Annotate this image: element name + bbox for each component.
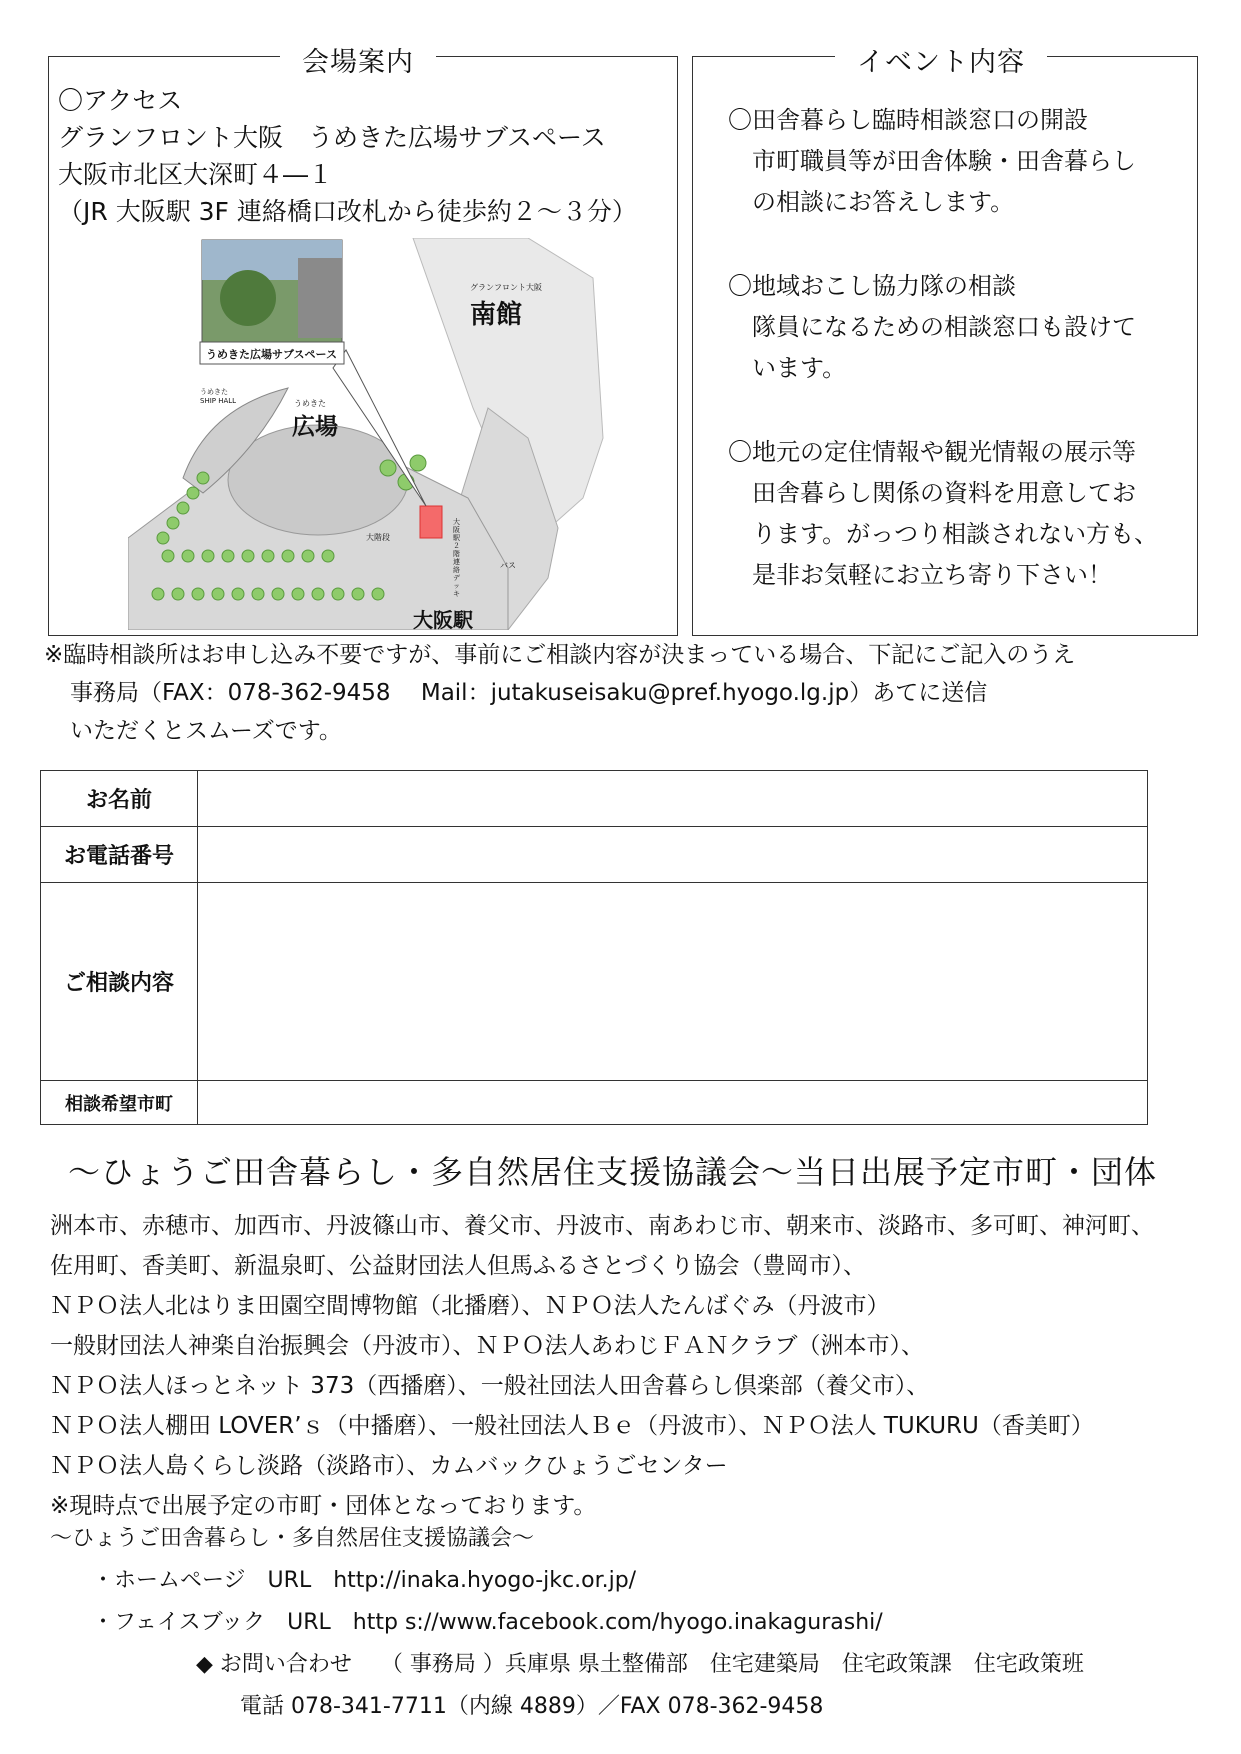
event-item-2-line: 隊員になるための相談窓口も設けて [752,313,1136,341]
exhibitors-line: 一般財団法人神楽自治振興会（丹波市）、ＮＰＯ法人あわじＦＡＮクラブ（洲本市）、 [50,1333,924,1359]
exhibitors-line: ※現時点で出展予定の市町・団体となっております。 [50,1493,597,1519]
event-item-3-line: ります。がっつり相談されない方も、 [752,520,1159,548]
exhibitors-line: ＮＰＯ法人島くらし淡路（淡路市）、カムバックひょうごセンター [50,1453,728,1479]
exhibitors-line: 佐用町、香美町、新温泉町、公益財団法人但馬ふるさとづくり協会（豊岡市）、 [50,1253,867,1279]
form-row-phone [41,827,1148,883]
event-list [728,100,1158,596]
event-item-2-heading: 〇地域おこし協力隊の相談 [728,272,1016,300]
exhibitors-line: ＮＰＯ法人北はりま田園空間博物館（北播磨）、ＮＰＯ法人たんばぐみ（丹波市） [50,1293,890,1319]
event-item-3-line: 是非お気軽にお立ち寄り下さい！ [752,561,1112,589]
deck-label: 大阪駅２階連絡デッキ [453,518,460,598]
contact-phone: 電話 078-341-7711（内線 4889）／FAX 078-362-9458 [240,1694,824,1719]
council-name: ～ひょうご田舎暮らし・多自然居住支援協議会～ [50,1526,535,1551]
city-field[interactable] [198,1081,1148,1125]
exhibitors-list [50,1206,1154,1526]
venue-title: 会場案内 [280,40,436,79]
plaza-small-label: うめきた [294,399,326,408]
ship-hall-label: うめきた SHIP HALL [200,388,237,405]
note-line-3: いただくとスムーズです。 [70,718,342,744]
venue-directions: （JR 大阪駅 3F 連絡橋口改札から徒歩約２～３分） [58,197,637,226]
exhibitors-title: ～ひょうご田舎暮らし・多自然居住支援協議会～当日出展予定市町・団体 [68,1153,1158,1191]
form-row-consult [41,883,1148,1081]
plaza-label: 広場 [292,414,338,440]
exhibitors-line: 洲本市、赤穂市、加西市、丹波篠山市、養父市、丹波市、南あわじ市、朝来市、淡路市、多可町、神河町、 [50,1213,1154,1239]
event-item-1-line: 市町職員等が田舎体験・田舎暮らし [752,147,1136,175]
access-heading: 〇アクセス [58,86,183,115]
homepage-link[interactable]: ・ホームページ URL http://inaka.hyogo-jkc.or.jp/ [92,1568,637,1593]
note-line-1: ※臨時相談所はお申し込み不要ですが、事前にご相談内容が決まっている場合、下記にご記入のうえ [44,642,1076,668]
form-row-city [41,1081,1148,1125]
south-building-label: 南館 [470,300,523,330]
map-illustration [128,238,678,630]
note-line-2: 事務局（FAX：078-362-9458 Mail：jutakuseisaku@pref.hyogo.lg.jp）あてに送信 [70,680,988,706]
south-building-small-label: グランフロント大阪 [470,283,542,292]
consult-label: ご相談内容 [41,883,198,1081]
event-title: イベント内容 [835,40,1047,79]
event-item-1-line: の相談にお答えします。 [752,188,1015,216]
city-label: 相談希望市町 [41,1081,198,1125]
station-label: 大阪駅 [413,608,473,632]
footer [50,1518,1084,1728]
consultation-form [40,770,1148,1125]
sub-space-marker [420,506,442,538]
event-item-2-line: います。 [752,354,847,382]
event-item-1-heading: 〇田舎暮らし臨時相談窓口の開設 [728,106,1088,134]
exhibitors-line: ＮＰＯ法人ほっとネット 373（西播磨）、一般社団法人田舎暮らし倶楽部（養父市）、 [50,1373,930,1399]
venue-address: 大阪市北区大深町４―１ [58,160,334,189]
name-label: お名前 [41,771,198,827]
phone-label: お電話番号 [41,827,198,883]
submission-note [44,636,1075,750]
phone-field[interactable] [198,827,1148,883]
stairs-label: 大階段 [366,533,390,542]
exhibitors-line: ＮＰＯ法人棚田 LOVER’ｓ（中播磨）、一般社団法人Ｂｅ（丹波市）、ＮＰＯ法人 TUKURU（香美町） [50,1413,1094,1439]
event-item-3-heading: 〇地元の定住情報や観光情報の展示等 [728,438,1136,466]
name-field[interactable] [198,771,1148,827]
venue-map [128,238,678,630]
event-item-3-line: 田舎暮らし関係の資料を用意してお [752,479,1136,507]
venue-access [58,82,637,230]
bus-label: バス [500,561,516,570]
consult-field[interactable] [198,883,1148,1081]
form-row-name [41,771,1148,827]
venue-name: グランフロント大阪 うめきた広場サブスペース [58,123,606,152]
photo-caption: うめきた広場サブスペース [206,348,338,361]
facebook-link[interactable]: ・フェイスブック URL http s://www.facebook.com/hyogo.inakagurashi/ [92,1610,883,1635]
contact-info: ◆ お問い合わせ （ 事務局 ）兵庫県 県土整備部 住宅建築局 住宅政策課 住宅政策班 [196,1652,1084,1677]
